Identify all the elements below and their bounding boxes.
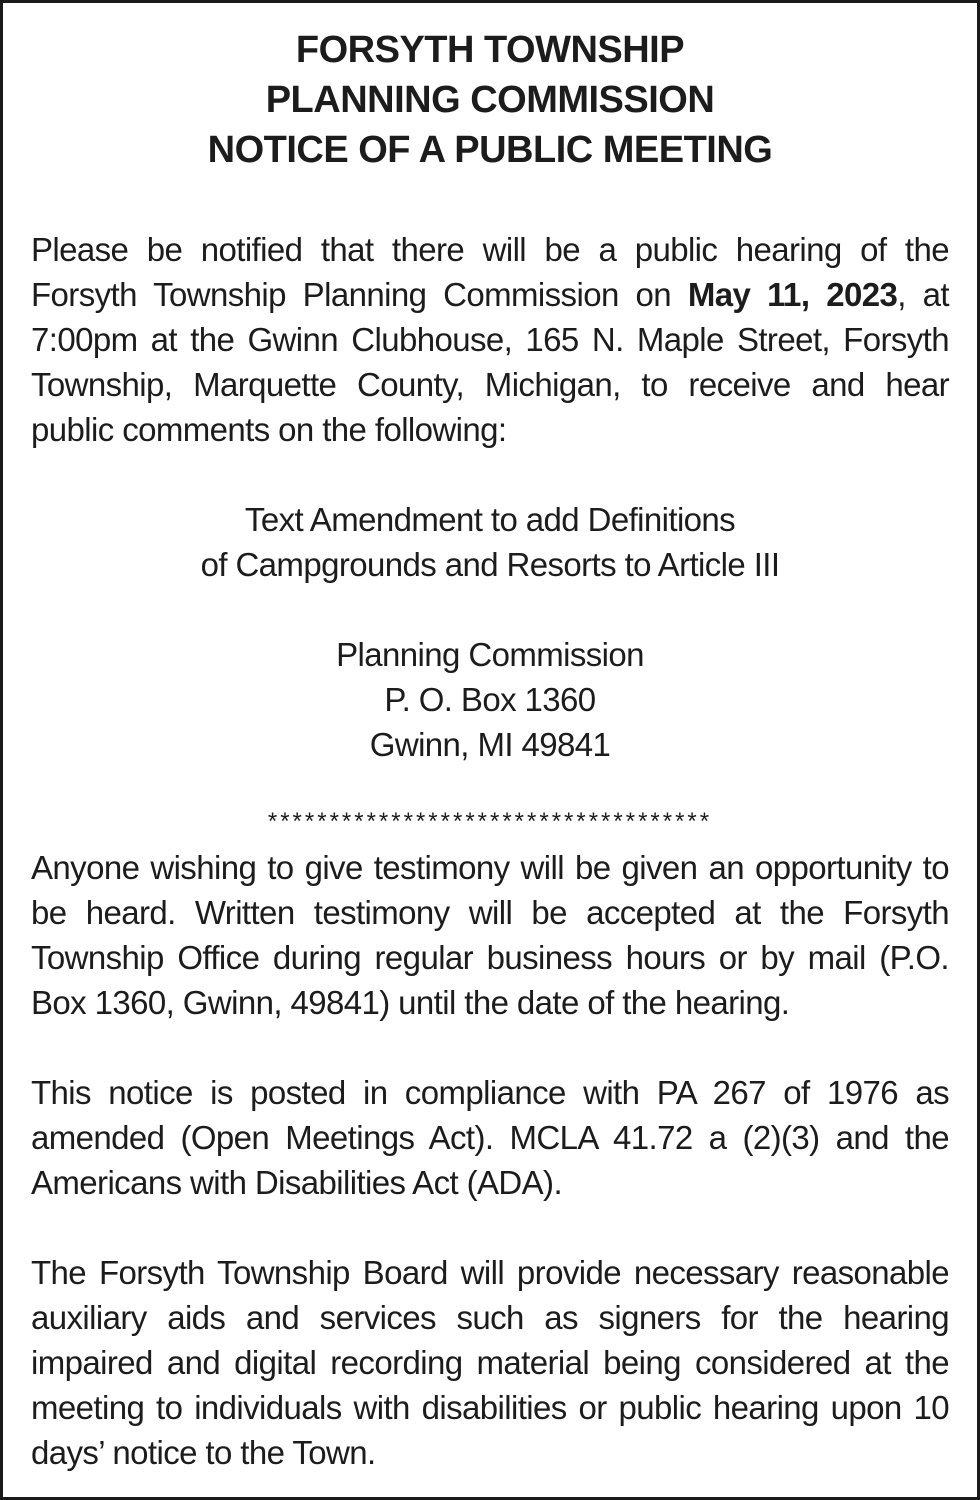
agenda-line-1: Text Amendment to add Definitions (244, 501, 736, 538)
meeting-date: May 11, 2023 (687, 276, 898, 313)
intro-text-end: , at 7:00pm at the Gwinn Clubhouse, 165 N. Maple Street, Forsyth Township, Marquette County, Michigan, to receive and hear public comments on the following: (31, 276, 949, 448)
agenda-line-2: of Campgrounds and Resorts to Article III (200, 546, 780, 583)
star-separator: ************************************ (267, 808, 713, 835)
intro-text-start: Please be notified that there will be a public hearing of the Forsyth Township Planning Commission on (31, 231, 949, 313)
accessibility-paragraph: The Forsyth Township Board will provide necessary reasonable auxiliary aids and services such as signers for the hearing impaired and digital recording material being considered at the meeting to individuals with disabilities or public hearing upon 10 days’ notice to the Town. (31, 1254, 949, 1471)
testimony-paragraph: Anyone wishing to give testimony will be given an opportunity to be heard. Written testimony will be accepted at the Forsyth Township Office during regular business hours or by mail (P.O. Box 1360, Gwinn, 49841) until the date of the hearing. (31, 849, 949, 1021)
title-line-township: FORSYTH TOWNSHIP (295, 29, 685, 71)
address-line-1: Planning Commission (336, 636, 644, 673)
notice-title (31, 25, 949, 175)
compliance-paragraph: This notice is posted in compliance with PA 267 of 1976 as amended (Open Meetings Act). MCLA 41.72 a (2)(3) and the Americans with Disabilities Act (ADA). (31, 1074, 949, 1201)
title-line-commission: PLANNING COMMISSION (265, 79, 715, 121)
title-line-notice: NOTICE OF A PUBLIC MEETING (207, 129, 773, 171)
mailing-address (31, 632, 949, 767)
address-line-2: P. O. Box 1360 (384, 681, 596, 718)
address-line-3: Gwinn, MI 49841 (369, 726, 611, 763)
intro-paragraph (31, 227, 949, 452)
agenda-item (31, 497, 949, 587)
